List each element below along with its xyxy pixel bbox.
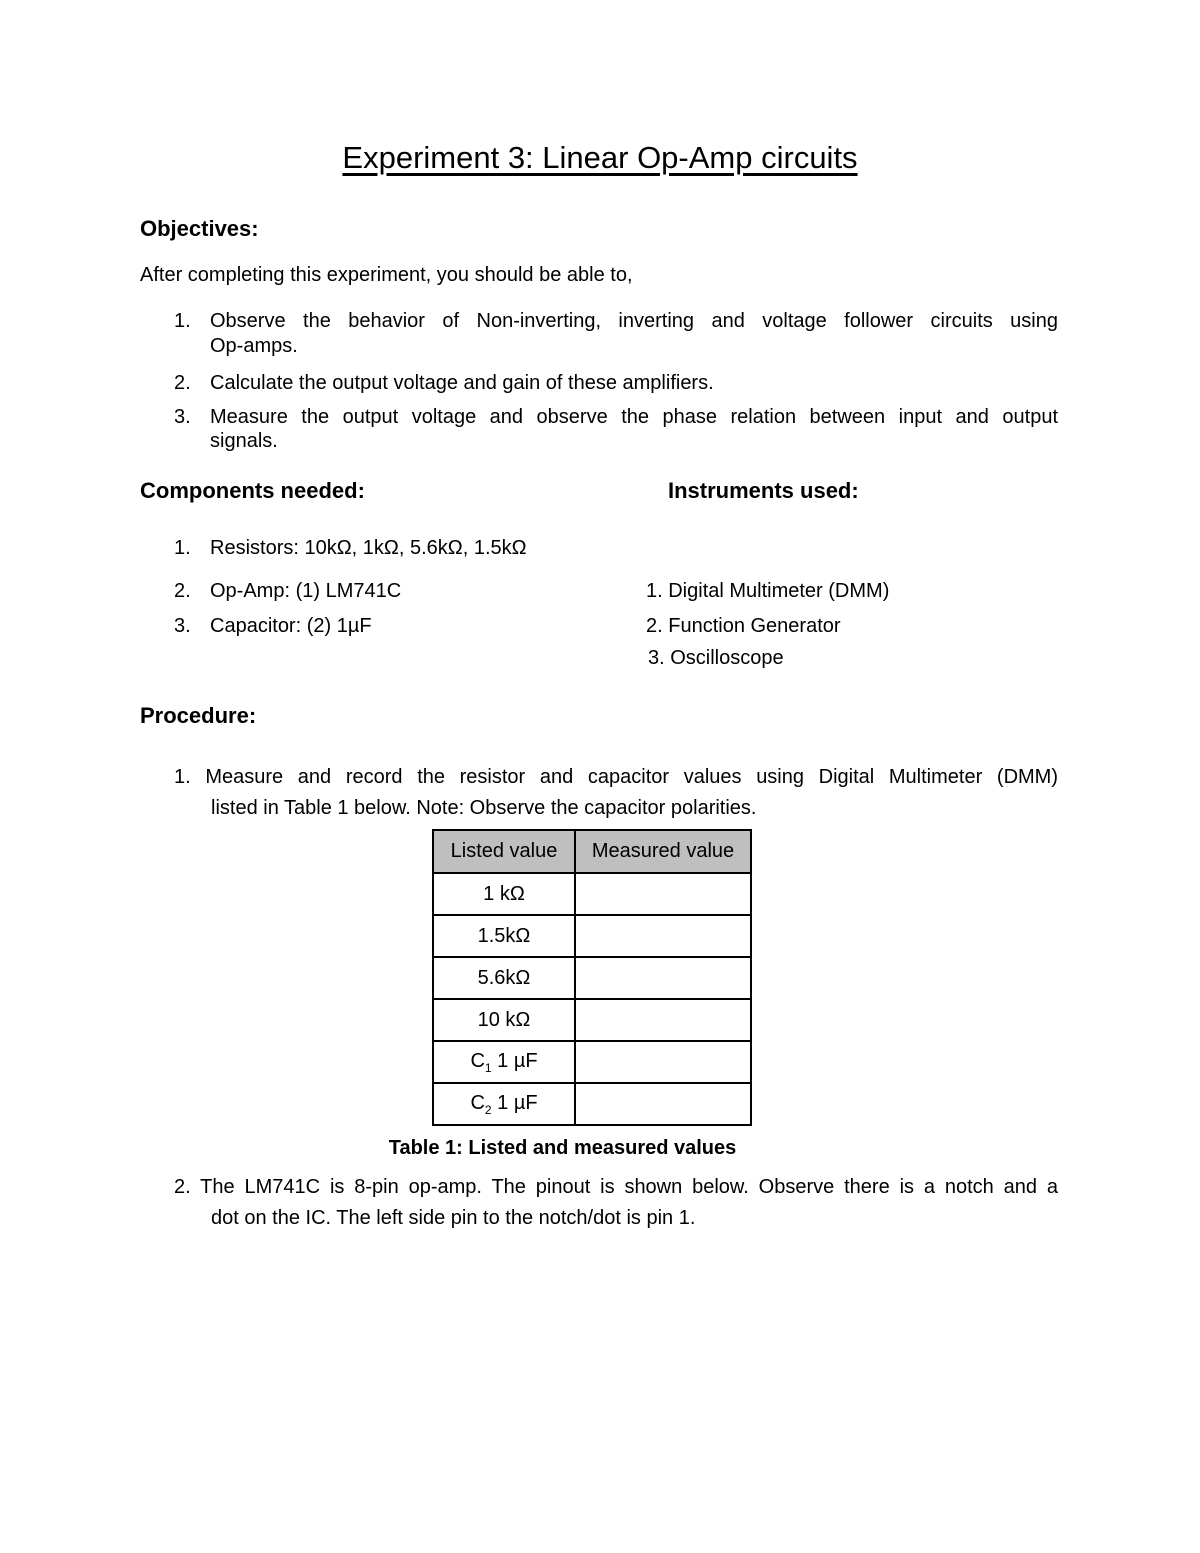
- objective-item-3-line1: Measure the output voltage and observe the phase relation between input and output: [210, 406, 1058, 428]
- capacitor-symbol: C: [470, 1049, 485, 1072]
- measured-value-cell[interactable]: [575, 999, 751, 1041]
- measured-value-cell[interactable]: [575, 915, 751, 957]
- instrument-item-2: 2. Function Generator: [646, 615, 841, 637]
- listed-value-cell: 1 kΩ: [433, 873, 575, 915]
- component-number: 1.: [174, 537, 191, 559]
- objectives-intro: After completing this experiment, you should be able to,: [140, 264, 633, 286]
- objective-number: 2.: [174, 372, 191, 394]
- procedure-step-2-line1: 2. The LM741C is 8-pin op-amp. The pinout is shown below. Observe there is a notch and a: [174, 1176, 1058, 1198]
- procedure-step-1-line1: 1. Measure and record the resistor and capacitor values using Digital Multimeter (DMM): [174, 766, 1058, 788]
- component-number: 3.: [174, 615, 191, 637]
- capacitor-symbol: C: [470, 1091, 485, 1114]
- objective-item-1-line1: Observe the behavior of Non-inverting, inverting and voltage follower circuits using: [210, 310, 1058, 332]
- instrument-item-1: 1. Digital Multimeter (DMM): [646, 580, 890, 602]
- procedure-step-2-line2: dot on the IC. The left side pin to the notch/dot is pin 1.: [211, 1207, 696, 1229]
- instrument-item-3: 3. Oscilloscope: [648, 647, 784, 669]
- objective-item-1-line2: Op-amps.: [210, 335, 298, 357]
- objective-item-3-line2: signals.: [210, 430, 278, 452]
- table-row: [433, 873, 751, 915]
- component-item-2: Op-Amp: (1) LM741C: [210, 580, 402, 602]
- instruments-heading: Instruments used:: [668, 478, 859, 503]
- table-row: [433, 1083, 751, 1125]
- capacitor-subscript: 2: [484, 1102, 492, 1117]
- objective-number: 1.: [174, 310, 191, 332]
- table-row: [433, 1041, 751, 1083]
- column-header-measured: Measured value: [575, 830, 751, 873]
- listed-value-cell: 1.5kΩ: [433, 915, 575, 957]
- table-row: [433, 957, 751, 999]
- page-title: Experiment 3: Linear Op-Amp circuits: [342, 140, 858, 175]
- listed-value-cell: 5.6kΩ: [433, 957, 575, 999]
- column-header-listed: Listed value: [433, 830, 575, 873]
- listed-value-cell: 10 kΩ: [433, 999, 575, 1041]
- procedure-step-1-line2: listed in Table 1 below. Note: Observe the capacitor polarities.: [211, 797, 757, 819]
- measured-value-cell[interactable]: [575, 873, 751, 915]
- procedure-heading: Procedure:: [140, 703, 257, 728]
- objectives-heading: Objectives:: [140, 216, 259, 241]
- table-row: [433, 915, 751, 957]
- capacitor-value: 1 µF: [491, 1091, 538, 1114]
- objective-number: 3.: [174, 406, 191, 428]
- table-row: [433, 999, 751, 1041]
- measured-value-cell[interactable]: [575, 1083, 751, 1125]
- component-number: 2.: [174, 580, 191, 602]
- measured-value-cell[interactable]: [575, 1041, 751, 1083]
- values-table: [432, 829, 752, 1126]
- objective-item-2-line1: Calculate the output voltage and gain of these amplifiers.: [210, 372, 714, 394]
- listed-value-cell: [433, 1083, 575, 1125]
- measured-value-cell[interactable]: [575, 957, 751, 999]
- component-item-1: Resistors: 10kΩ, 1kΩ, 5.6kΩ, 1.5kΩ: [210, 537, 527, 559]
- table-header-row: [433, 830, 751, 873]
- listed-value-cell: [433, 1041, 575, 1083]
- capacitor-subscript: 1: [484, 1060, 492, 1075]
- table-caption: Table 1: Listed and measured values: [388, 1137, 737, 1159]
- component-item-3: Capacitor: (2) 1µF: [210, 615, 372, 637]
- components-heading: Components needed:: [140, 478, 365, 503]
- capacitor-value: 1 µF: [491, 1049, 538, 1072]
